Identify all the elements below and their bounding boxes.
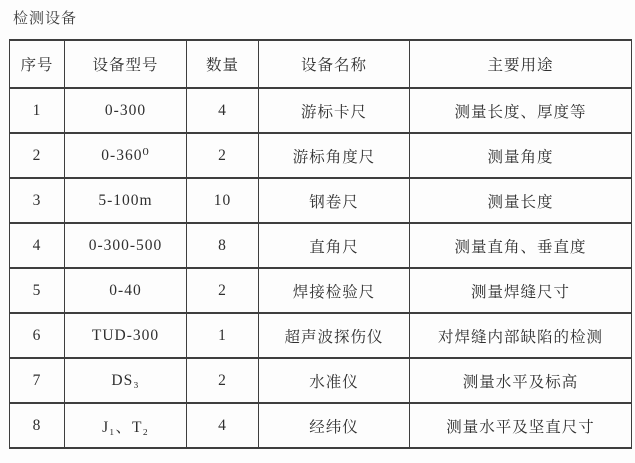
cell-usage: 对焊缝内部缺陷的检测	[410, 313, 632, 358]
cell-quantity: 8	[187, 223, 259, 268]
cell-usage: 测量角度	[410, 133, 632, 178]
cell-serial: 3	[10, 178, 65, 223]
cell-usage: 测量焊缝尺寸	[410, 268, 632, 313]
cell-name: 水准仪	[259, 358, 410, 403]
column-header-quantity: 数量	[187, 40, 259, 88]
cell-quantity: 10	[187, 178, 259, 223]
cell-serial: 5	[10, 268, 65, 313]
cell-name: 超声波探伤仪	[259, 313, 410, 358]
column-header-name: 设备名称	[259, 40, 410, 88]
cell-serial: 4	[10, 223, 65, 268]
cell-name: 游标角度尺	[259, 133, 410, 178]
cell-usage: 测量直角、垂直度	[410, 223, 632, 268]
cell-model: J₁、T₂	[65, 403, 187, 448]
cell-quantity: 1	[187, 313, 259, 358]
table-row	[10, 403, 632, 448]
table-header-row	[10, 40, 632, 88]
column-header-serial: 序号	[10, 40, 65, 88]
cell-model: 5-100m	[65, 178, 187, 223]
table-row	[10, 133, 632, 178]
equipment-table	[9, 39, 632, 449]
cell-usage: 测量长度	[410, 178, 632, 223]
section-title: 检测设备	[13, 10, 78, 27]
cell-usage: 测量水平及标高	[410, 358, 632, 403]
cell-name: 焊接检验尺	[259, 268, 410, 313]
cell-name: 经纬仪	[259, 403, 410, 448]
cell-quantity: 2	[187, 358, 259, 403]
cell-model: DS₃	[65, 358, 187, 403]
cell-quantity: 2	[187, 133, 259, 178]
column-header-model: 设备型号	[65, 40, 187, 88]
table-row	[10, 358, 632, 403]
table-row	[10, 268, 632, 313]
cell-serial: 6	[10, 313, 65, 358]
table-row	[10, 178, 632, 223]
cell-model: 0-300-500	[65, 223, 187, 268]
cell-serial: 7	[10, 358, 65, 403]
cell-quantity: 4	[187, 403, 259, 448]
cell-model: 0-40	[65, 268, 187, 313]
cell-model: TUD-300	[65, 313, 187, 358]
cell-serial: 8	[10, 403, 65, 448]
cell-name: 游标卡尺	[259, 88, 410, 133]
table-row	[10, 88, 632, 133]
column-header-usage: 主要用途	[410, 40, 632, 88]
cell-usage: 测量水平及坚直尺寸	[410, 403, 632, 448]
cell-name: 钢卷尺	[259, 178, 410, 223]
cell-model: 0-300	[65, 88, 187, 133]
cell-model: 0-360⁰	[65, 133, 187, 178]
cell-quantity: 2	[187, 268, 259, 313]
cell-name: 直角尺	[259, 223, 410, 268]
table-row	[10, 313, 632, 358]
table-row	[10, 223, 632, 268]
cell-serial: 2	[10, 133, 65, 178]
cell-serial: 1	[10, 88, 65, 133]
cell-quantity: 4	[187, 88, 259, 133]
cell-usage: 测量长度、厚度等	[410, 88, 632, 133]
